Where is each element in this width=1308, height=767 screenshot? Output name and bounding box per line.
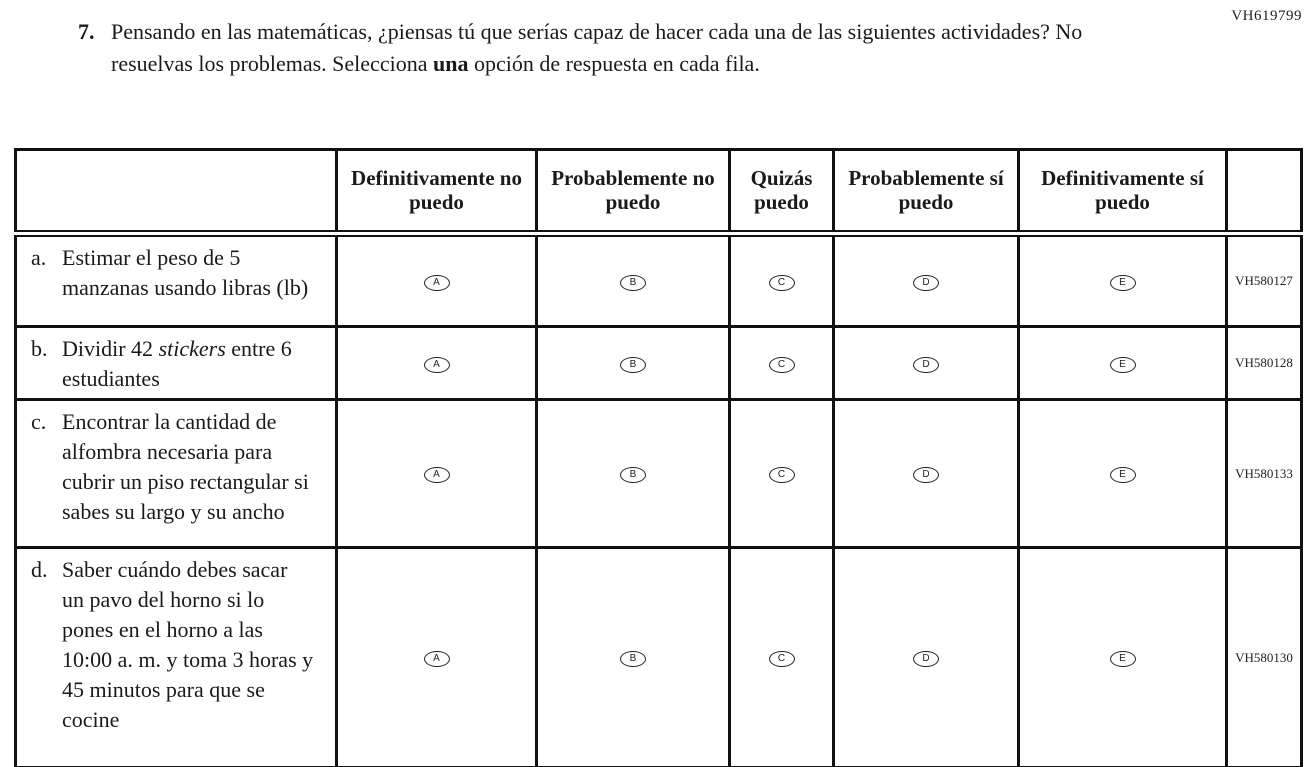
option-cell (834, 548, 1019, 767)
option-bubble-d[interactable]: D (913, 357, 939, 373)
header-quizas-puedo: Quizás puedo (730, 150, 834, 234)
item-text: Saber cuándo debes sacar un pavo del horno si lo pones en el horno a las 10:00 a. m. y toma 3 horas y 45 minutos para que se cocine (62, 557, 314, 732)
item-text-italic-word: stickers (158, 336, 226, 361)
question-text (111, 16, 1096, 80)
option-cell (337, 234, 537, 327)
item-text: Estimar el peso de 5 manzanas usando libras (lb) (62, 245, 309, 300)
option-cell (834, 327, 1019, 400)
item-label: a. (31, 245, 47, 270)
option-cell (1019, 400, 1227, 548)
header-row (16, 150, 1302, 234)
option-bubble-e[interactable]: E (1110, 467, 1136, 483)
option-cell (1019, 327, 1227, 400)
header-code-column-empty (1227, 150, 1302, 234)
question-block (78, 16, 1096, 80)
header-definitivamente-si-puedo: Definitivamente sí puedo (1019, 150, 1227, 234)
option-bubble-c[interactable]: C (769, 651, 795, 667)
option-bubble-e[interactable]: E (1110, 357, 1136, 373)
header-probablemente-no-puedo: Probablemente no puedo (537, 150, 730, 234)
option-bubble-d[interactable]: D (913, 467, 939, 483)
option-cell (337, 400, 537, 548)
question-text-part1: Pensando en las matemáticas, ¿piensas tú que serías capaz de hacer cada una de las siguientes actividades? No resuelvas los problemas. Selecciona (111, 19, 1083, 76)
option-cell (337, 327, 537, 400)
option-bubble-b[interactable]: B (620, 651, 646, 667)
option-bubble-b[interactable]: B (620, 357, 646, 373)
item-text-part2: entre 6 estudiantes (62, 336, 292, 391)
question-text-part2: opción de respuesta en cada fila. (468, 51, 760, 76)
option-bubble-a[interactable]: A (424, 467, 450, 483)
option-cell (730, 234, 834, 327)
item-text-part1: Dividir 42 (62, 336, 159, 361)
option-cell (537, 234, 730, 327)
item-label: b. (31, 336, 48, 361)
item-label: d. (31, 557, 48, 582)
header-probablemente-si-puedo: Probablemente sí puedo (834, 150, 1019, 234)
option-cell (1019, 548, 1227, 767)
item-code: VH580128 (1227, 327, 1302, 400)
option-bubble-b[interactable]: B (620, 275, 646, 291)
option-bubble-c[interactable]: C (769, 357, 795, 373)
option-bubble-e[interactable]: E (1110, 651, 1136, 667)
table-row-a (16, 234, 1302, 327)
option-cell (537, 327, 730, 400)
page-accession-code: VH619799 (1231, 8, 1302, 24)
item-text: Encontrar la cantidad de alfombra necesaria para cubrir un piso rectangular si sabes su largo y su ancho (62, 409, 309, 524)
item-code: VH580127 (1227, 234, 1302, 327)
question-number: 7. (78, 19, 95, 44)
option-cell (537, 400, 730, 548)
option-cell (730, 548, 834, 767)
option-bubble-d[interactable]: D (913, 651, 939, 667)
item-text-cell (16, 400, 337, 548)
response-matrix-table (14, 148, 1303, 767)
table-row-c (16, 400, 1302, 548)
option-bubble-b[interactable]: B (620, 467, 646, 483)
header-definitivamente-no-puedo: Definitivamente no puedo (337, 150, 537, 234)
option-bubble-e[interactable]: E (1110, 275, 1136, 291)
item-text-cell (16, 327, 337, 400)
item-text (62, 334, 314, 394)
item-text-cell (16, 234, 337, 327)
option-cell (537, 548, 730, 767)
header-item-column-empty (16, 150, 337, 234)
option-cell (337, 548, 537, 767)
option-bubble-c[interactable]: C (769, 275, 795, 291)
option-cell (834, 234, 1019, 327)
option-bubble-a[interactable]: A (424, 651, 450, 667)
table-row-b (16, 327, 1302, 400)
item-text-cell (16, 548, 337, 767)
option-cell (1019, 234, 1227, 327)
option-cell (834, 400, 1019, 548)
option-bubble-d[interactable]: D (913, 275, 939, 291)
option-cell (730, 400, 834, 548)
item-label: c. (31, 409, 47, 434)
option-bubble-c[interactable]: C (769, 467, 795, 483)
item-code: VH580133 (1227, 400, 1302, 548)
question-text-bold-word: una (432, 51, 469, 76)
item-code: VH580130 (1227, 548, 1302, 767)
option-bubble-a[interactable]: A (424, 357, 450, 373)
table-row-d (16, 548, 1302, 767)
option-bubble-a[interactable]: A (424, 275, 450, 291)
option-cell (730, 327, 834, 400)
